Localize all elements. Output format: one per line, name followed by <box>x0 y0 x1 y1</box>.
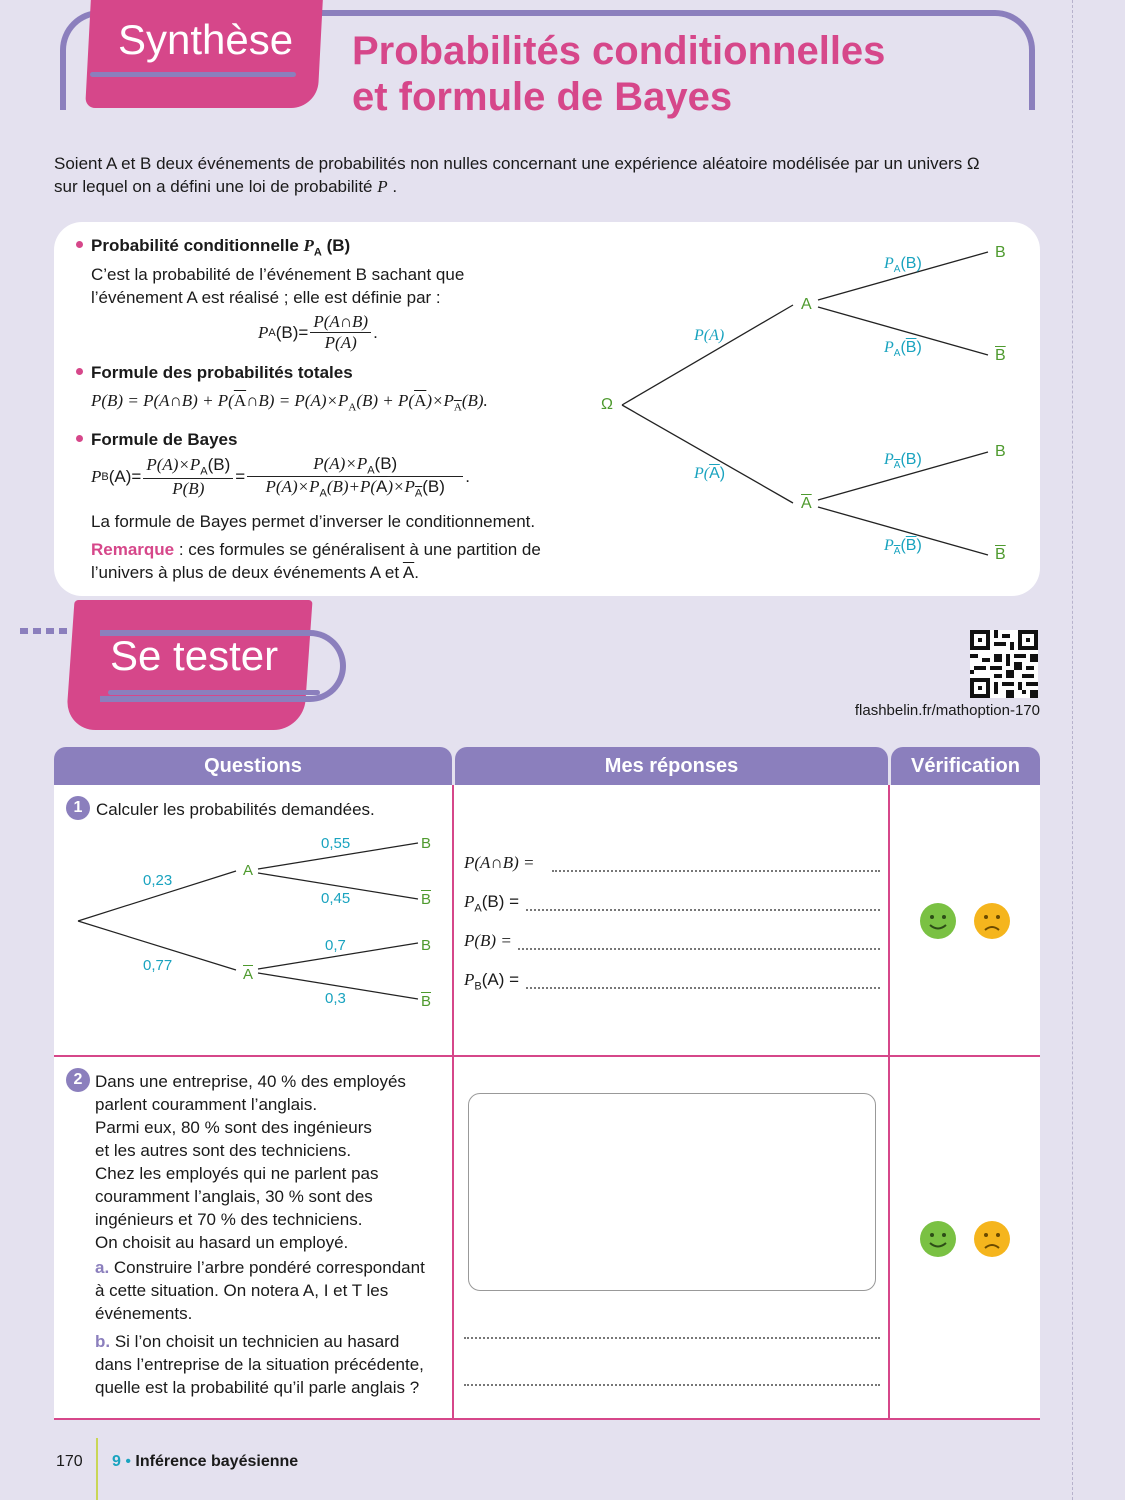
bayes-lhs-arg: (A)= <box>108 466 142 486</box>
q2-text <box>95 1070 450 1254</box>
q2-line <box>95 1185 450 1208</box>
branch-label-pa: P(A) <box>694 327 725 344</box>
q1-prob-abar: 0,77 <box>143 957 173 974</box>
bayes-num1: P(A)×P <box>146 455 201 475</box>
q2-line <box>95 1139 450 1162</box>
answer-p: P <box>464 892 475 911</box>
bullet-dot <box>76 241 83 248</box>
q1-prob-a: 0,23 <box>143 872 173 889</box>
synthese-tab-label: Synthèse <box>118 16 294 63</box>
answer-line[interactable] <box>464 1337 880 1339</box>
q2-part-label: a. <box>95 1258 114 1277</box>
q1-prob-a-bbar: 0,45 <box>321 890 351 907</box>
q2-line-text: Construire l’arbre pondéré correspondant <box>113 1258 425 1277</box>
table-divider <box>888 785 890 1419</box>
branch-label-pabar-bbar <box>884 537 922 557</box>
q2-line-text: quelle est la probabilité qu’il parle anglais ? <box>95 1378 420 1397</box>
cond-line1: C’est la probabilité de l’événement B sachant que <box>91 265 465 284</box>
answer-p: P <box>464 970 475 989</box>
q2-line-text: Si l’on choisit un technicien au hasard <box>114 1332 400 1351</box>
bayes-den2-b: (B)+P( <box>326 477 377 497</box>
answer-sub: A <box>474 902 482 915</box>
bayes-den1: P(B) <box>172 478 205 498</box>
cond-formula <box>258 312 378 353</box>
row-divider <box>54 1418 1040 1420</box>
tree-leaf-b: B <box>995 244 1006 261</box>
footer-bar <box>96 1438 98 1500</box>
q2-line <box>95 1231 450 1254</box>
remark <box>91 538 541 584</box>
remark-abar: $\overline{A}$ <box>402 563 415 582</box>
q2-line-text: et les autres sont des techniciens. <box>95 1141 352 1160</box>
lbl-sub: A <box>893 546 901 558</box>
cond-formula-end: . <box>373 322 378 342</box>
intro-var-p: P <box>377 177 388 196</box>
bayes-num2-sub: A <box>367 464 375 477</box>
q1-leaf-b: B <box>421 835 432 852</box>
tree-leaf-b: B <box>995 443 1006 460</box>
tf-d: )×P <box>426 391 454 410</box>
answer-field-pb[interactable] <box>518 948 880 950</box>
chapter-number: 9 <box>112 1453 121 1470</box>
tree-root: Ω <box>601 396 613 413</box>
total-formula <box>91 391 488 413</box>
answer-arg: (A) = <box>481 970 520 989</box>
total-heading: Formule des probabilités totales <box>91 363 353 382</box>
lbl-p: P <box>884 537 894 554</box>
question-number: 1 <box>66 796 90 820</box>
remark-text1: : ces formules se généralisent à une partition de <box>174 540 541 559</box>
answer-label <box>464 931 512 951</box>
q2-line-text: à cette situation. On notera A, I et T les <box>95 1281 389 1300</box>
answer-pab: P(A∩B) = <box>464 853 535 872</box>
title-line1: Probabilités conditionnelles <box>352 29 886 73</box>
lbl-arg: (B) <box>900 451 922 468</box>
lbl-p: P <box>884 451 894 468</box>
bayes-den2-c: )×P <box>387 477 415 497</box>
tree-answer-box[interactable] <box>468 1093 876 1291</box>
page-edge <box>1072 0 1073 1500</box>
bayes-num2: P(A)×P <box>313 454 368 473</box>
resource-url[interactable]: flashbelin.fr/mathoption-170 <box>854 702 1040 719</box>
bayes-formula <box>91 454 470 500</box>
q2-line <box>95 1070 450 1093</box>
q2-line <box>95 1162 450 1185</box>
cond-heading-arg: (B) <box>326 236 351 255</box>
intro-paragraph: Soient A et B deux événements de probabilités non nulles concernant une expérience aléatoire modélisée par un univers Ω sur lequel on a défini une loi de probabilité P . <box>54 152 1044 198</box>
q1-prob-abar-b: 0,7 <box>325 937 346 954</box>
smiley-sad-icon[interactable] <box>973 1220 1011 1258</box>
q2-part-a <box>95 1256 450 1325</box>
tree-node-a: A <box>801 296 812 313</box>
bayes-num1-sub: A <box>200 465 208 478</box>
q1-leaf-bbar: $\overline{B}$ <box>421 993 432 1010</box>
row-divider <box>54 1055 1040 1057</box>
lbl-arg: (B) <box>900 255 922 272</box>
tree-leaf-bbar: $\overline{B}$ <box>995 546 1006 563</box>
q2-line-text: événements. <box>95 1304 193 1323</box>
column-header-questions: Questions <box>54 747 452 785</box>
tree-leaf-bbar: $\overline{B}$ <box>995 347 1006 364</box>
tf-sub1: A <box>348 401 357 414</box>
branch-label-pabar <box>694 465 725 483</box>
bayes-note: La formule de Bayes permet d’inverser le conditionnement. <box>91 512 536 531</box>
q2-line-text: dans l’entreprise de la situation précédente, <box>95 1355 424 1374</box>
table-divider <box>452 785 454 1419</box>
q2-part-b <box>95 1330 450 1399</box>
bayes-end: . <box>465 466 470 486</box>
q2-line-text: ingénieurs et 70 % des techniciens. <box>95 1210 363 1229</box>
q2-line-text: couramment l’anglais, 30 % sont des <box>95 1187 373 1206</box>
q1-node-a: A <box>243 862 254 879</box>
q1-text: Calculer les probabilités demandées. <box>96 800 375 819</box>
bayes-den2-a: P(A)×P <box>265 477 320 497</box>
q2-part-label: b. <box>95 1332 115 1351</box>
cond-heading-text: Probabilité conditionnelle <box>91 236 299 255</box>
tf-b: ∩B) = P(A)×P <box>246 391 349 410</box>
question-number: 2 <box>66 1068 90 1092</box>
remark-label: Remarque <box>91 540 175 559</box>
lbl-sub: A <box>893 264 901 276</box>
bayes-num1-arg: (B) <box>207 455 231 475</box>
answer-label <box>464 892 519 914</box>
q2-line-text: Dans une entreprise, 40 % des employés <box>95 1072 406 1091</box>
chapter-title: Inférence bayésienne <box>135 1453 299 1470</box>
q1-prob-a-b: 0,55 <box>321 835 351 852</box>
bayes-lhs: P <box>91 466 102 486</box>
lbl-close: ) <box>719 465 726 482</box>
tree-node-abar: $\overline{A}$ <box>801 495 812 512</box>
lbl-sub: A <box>893 460 901 472</box>
smiley-happy-icon[interactable] <box>919 1220 957 1258</box>
q2-line <box>95 1376 450 1399</box>
bayes-den2-abar: $\overline{A}$ <box>376 477 388 497</box>
tf-e: (B). <box>461 391 488 410</box>
cond-desc <box>91 263 464 309</box>
cond-line2: l’événement A est réalisé ; elle est définie par : <box>91 288 441 307</box>
intro-line2: sur lequel on a défini une loi de probabilité <box>54 177 373 196</box>
chapter-ref <box>112 1453 298 1471</box>
intro-line1: Soient A et B deux événements de probabilités non nulles concernant une expérience aléatoire modélisée par un univers Ω <box>54 154 980 173</box>
probability-tree-big <box>590 235 1030 575</box>
q2-line <box>95 1302 450 1325</box>
page-number: 170 <box>56 1453 83 1470</box>
title-line2: et formule de Bayes <box>352 75 733 119</box>
bayes-den2-d: (B) <box>422 477 445 497</box>
chapter-sep: • <box>125 1453 131 1470</box>
tf-abar: $\overline{A}$ <box>233 391 247 410</box>
bayes-lhs-sub: B <box>101 470 109 483</box>
lbl-p: P <box>884 339 894 356</box>
q1-leaf-bbar: $\overline{B}$ <box>421 891 432 908</box>
q2-line-text: Chez les employés qui ne parlent pas <box>95 1164 379 1183</box>
q1-prob-abar-bbar: 0,3 <box>325 990 346 1007</box>
lbl-open: ( <box>900 537 906 554</box>
lbl-close: ) <box>916 339 922 356</box>
cond-formula-den: P(A) <box>324 333 357 352</box>
cond-formula-lhs-sub: A <box>268 326 276 339</box>
smiley-happy-icon[interactable] <box>919 902 957 940</box>
q2-line <box>95 1353 450 1376</box>
branch-omega-abar <box>622 405 793 503</box>
se-tester-underline <box>108 690 320 695</box>
answer-pb: P(B) = <box>464 931 512 950</box>
dotted-separator <box>20 628 68 634</box>
column-header-check: Vérification <box>891 747 1040 785</box>
answer-field-pa-b[interactable] <box>526 909 880 911</box>
tf-sub2: A <box>453 401 462 414</box>
q2-line-text: Parmi eux, 80 % sont des ingénieurs <box>95 1118 372 1137</box>
answer-arg: (B) = <box>481 892 520 911</box>
branch-omega-a <box>622 305 793 405</box>
lbl-close: ) <box>916 537 922 554</box>
qr-code-icon[interactable] <box>970 630 1038 698</box>
lbl-sub: A <box>893 348 901 360</box>
bayes-eq: = <box>235 466 246 486</box>
bullet-dot <box>76 368 83 375</box>
lbl-p: P( <box>694 465 710 482</box>
cond-heading <box>91 236 350 258</box>
column-header-answers: Mes réponses <box>455 747 888 785</box>
answer-label <box>464 970 519 992</box>
cond-heading-sym: P <box>303 236 314 255</box>
remark-end: . <box>414 563 419 582</box>
q2-line <box>95 1093 450 1116</box>
branch-label-pa-bbar <box>884 339 922 359</box>
q2-line <box>95 1330 450 1353</box>
se-tester-label: Se tester <box>110 632 279 679</box>
q2-line <box>95 1279 450 1302</box>
q2-line-text: parlent couramment l’anglais. <box>95 1095 318 1114</box>
lbl-open: ( <box>900 339 906 356</box>
bayes-heading: Formule de Bayes <box>91 430 238 449</box>
bayes-num2-arg: (B) <box>374 454 398 473</box>
cond-formula-lhs-arg: (B)= <box>275 322 309 342</box>
synthese-underline <box>90 72 296 77</box>
bayes-den2-sub2: A <box>414 487 423 500</box>
tf-c: (B) + P( <box>356 391 415 410</box>
page-title <box>352 28 885 120</box>
lbl-p: P <box>884 255 894 272</box>
smiley-sad-icon[interactable] <box>973 902 1011 940</box>
q1-leaf-b: B <box>421 937 432 954</box>
q2-line <box>95 1256 450 1279</box>
lbl-bbar: $\overline{B}$ <box>905 339 917 356</box>
lbl-bbar: $\overline{B}$ <box>905 537 917 554</box>
branch-label-pabar-b <box>884 451 922 471</box>
bayes-den2-sub: A <box>319 487 327 500</box>
tf-abar2: $\overline{A}$ <box>414 391 427 410</box>
answer-sub: B <box>474 980 482 993</box>
q1-node-abar: $\overline{A}$ <box>243 966 254 983</box>
answer-label <box>464 853 534 873</box>
q2-line-text: On choisit au hasard un employé. <box>95 1233 349 1252</box>
cond-formula-lhs: P <box>258 322 269 342</box>
answer-line[interactable] <box>464 1384 880 1386</box>
answer-field-pb-a[interactable] <box>526 987 880 989</box>
bullet-dot <box>76 435 83 442</box>
lbl-abar: $\overline{A}$ <box>709 465 720 482</box>
q2-line <box>95 1116 450 1139</box>
branch-label-pa-b <box>884 255 922 275</box>
cond-heading-sub: A <box>313 246 322 259</box>
q2-line <box>95 1208 450 1231</box>
remark-text2: l’univers à plus de deux événements A et <box>91 563 400 582</box>
answer-field-pab[interactable] <box>552 870 880 872</box>
cond-formula-num: P(A∩B) <box>310 312 371 333</box>
tf-a: P(B) = P(A∩B) + P( <box>91 391 234 410</box>
